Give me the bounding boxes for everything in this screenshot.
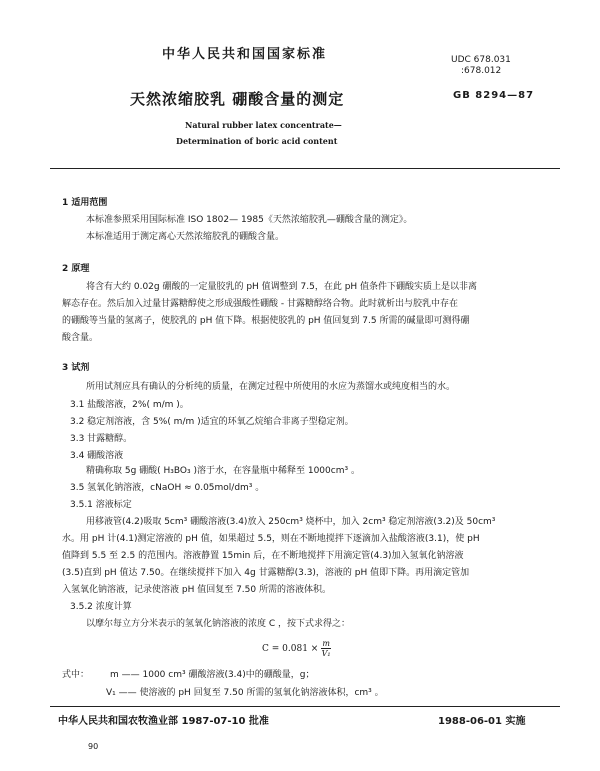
section-2-line-4: 酸含量。 xyxy=(62,333,99,343)
section-2-line-1: 将含有大约 0.02g 硼酸的一定量胶乳的 pH 值调整到 7.5，在此 pH 值条件下硼酸实质上是以非离 xyxy=(86,282,478,292)
page-number: 90 xyxy=(88,742,99,751)
approval-line: 中华人民共和国农牧渔业部 1987-07-10 批准 xyxy=(58,716,269,727)
section-3-heading: 3 试剂 xyxy=(62,363,90,373)
section-1-paragraph-1: 本标准参照采用国际标准 ISO 1802— 1985《天然浓缩胶乳—硼酸含量的测定》。 xyxy=(86,215,413,225)
subsection-3-5-1-line-3: 值降到 5.5 至 2.5 的范围内。溶液静置 15min 后，在不断地搅拌下用滴定管(4.3)加入氢氧化钠溶液 xyxy=(62,551,464,561)
where-v-definition: V₁ —— 使溶液的 pH 回复至 7.50 所需的氢氧化钠溶液体积，cm³ 。 xyxy=(106,688,384,698)
subsection-3-5-1-line-4: (3.5)直到 pH 值达 7.50。在继续搅拌下加入 4g 甘露糖醇(3.3)，溶液的 pH 值即下降。再用滴定管加 xyxy=(62,568,470,578)
udc-line-1: UDC 678.031 xyxy=(451,55,511,65)
subsection-3-5-1-line-5: 入氢氧化钠溶液，记录使溶液 pH 值回复至 7.50 所需的溶液体积。 xyxy=(62,585,331,595)
document-title-en-line-1: Natural rubber latex concentrate— xyxy=(185,120,342,130)
subsection-3-5-2-heading: 3.5.2 浓度计算 xyxy=(70,602,132,612)
issuing-authority: 中华人民共和国国家标准 xyxy=(162,47,328,62)
document-title-zh: 天然浓缩胶乳 硼酸含量的测定 xyxy=(130,90,345,108)
formula-numerator: m xyxy=(322,639,330,648)
subsection-3-5-1-line-1: 用移液管(4.2)吸取 5cm³ 硼酸溶液(3.4)放入 250cm³ 烧杯中，加入 2cm³ 稳定剂溶液(3.2)及 50cm³ xyxy=(86,517,496,527)
reagent-3-2: 3.2 稳定剂溶液，含 5%( m/m )适宜的环氧乙烷缩合非离子型稳定剂。 xyxy=(70,417,354,427)
standard-number: GB 8294—87 xyxy=(453,90,535,101)
formula-denominator: V₁ xyxy=(321,649,331,658)
concentration-formula xyxy=(262,639,331,658)
reagent-3-3: 3.3 甘露糖醇。 xyxy=(70,434,133,444)
section-2-line-3: 的硼酸等当量的氢离子，使胶乳的 pH 值下降。根据使胶乳的 pH 值回复到 7.5 所需的碱量即可测得硼 xyxy=(62,316,470,326)
where-m-definition: m —— 1000 cm³ 硼酸溶液(3.4)中的硼酸量，g； xyxy=(110,670,315,680)
formula-lhs: C = 0.081 × xyxy=(262,643,319,654)
reagent-3-4: 3.4 硼酸溶液 xyxy=(70,451,124,461)
section-2-heading: 2 原理 xyxy=(62,264,90,274)
effective-date: 1988-06-01 实施 xyxy=(438,716,526,727)
subsection-3-5-1-heading: 3.5.1 溶液标定 xyxy=(70,500,132,510)
section-1-heading: 1 适用范围 xyxy=(62,198,108,208)
udc-line-2: :678.012 xyxy=(461,66,502,76)
udc-code xyxy=(451,55,511,77)
reagent-3-5: 3.5 氢氧化钠溶液，cNaOH ≈ 0.05mol/dm³ 。 xyxy=(70,483,265,493)
reagent-3-4-body: 精确称取 5g 硼酸( H₃BO₃ )溶于水，在容量瓶中稀释至 1000cm³ 。 xyxy=(86,466,360,476)
reagent-3-1: 3.1 盐酸溶液，2%( m/m )。 xyxy=(70,400,189,410)
header-divider xyxy=(50,168,560,169)
section-1-paragraph-2: 本标准适用于测定离心天然浓缩胶乳的硼酸含量。 xyxy=(86,232,285,242)
section-2-line-2: 解态存在。然后加入过量甘露糖醇使之形成强酸性硼酸 - 甘露糖醇络合物。此时就析出与胶乳中存在 xyxy=(62,299,458,309)
where-label: 式中： xyxy=(62,670,90,680)
document-title-en-line-2: Determination of boric acid content xyxy=(176,136,338,146)
subsection-3-5-1-line-2: 水。用 pH 计(4.1)测定溶液的 pH 值，如果超过 5.5，则在不断地搅拌下逐滴加入盐酸溶液(3.1)，使 pH xyxy=(62,534,480,544)
formula-fraction xyxy=(321,639,331,658)
section-3-intro: 所用试剂应具有确认的分析纯的质量，在测定过程中所使用的水应为蒸馏水或纯度相当的水。 xyxy=(86,382,456,392)
footer-divider xyxy=(50,706,560,707)
subsection-3-5-2-body: 以摩尔每立方分米表示的氢氧化钠溶液的浓度 C ，按下式求得之： xyxy=(86,619,351,629)
